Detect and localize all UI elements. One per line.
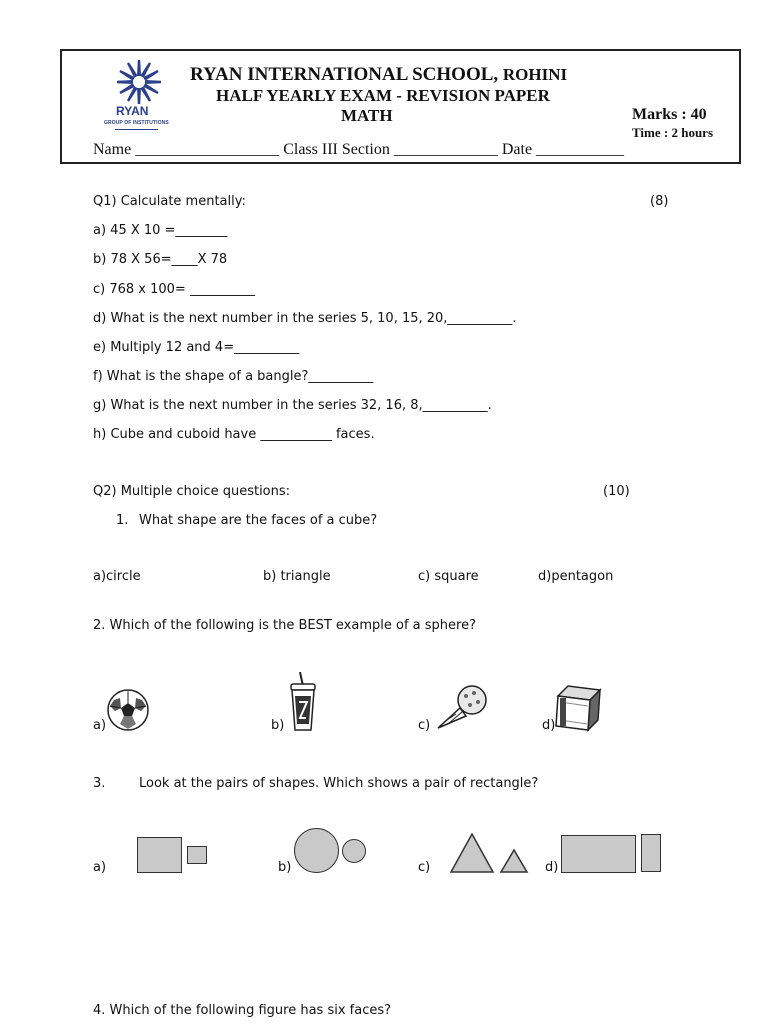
- logo-word: RYAN: [116, 104, 149, 118]
- mcq3-number: 3.: [93, 776, 106, 791]
- rectangle-tall-shape: [641, 834, 661, 872]
- q2-marks: (10): [603, 484, 630, 499]
- q1-item-c: c) 768 x 100= __________: [93, 282, 255, 297]
- school-location: ROHINI: [502, 65, 568, 84]
- mcq1-question: What shape are the faces of a cube?: [139, 513, 378, 528]
- logo-rule: [115, 129, 158, 130]
- soccer-ball-icon: [106, 688, 150, 732]
- soda-cup-icon: [286, 672, 320, 734]
- book-icon: [554, 684, 602, 732]
- mcq1-option-c: c) square: [418, 569, 479, 584]
- q1-item-g: g) What is the next number in the series 32, 16, 8,__________.: [93, 398, 492, 413]
- ice-cream-cone-icon: [434, 684, 492, 730]
- square-small-shape: [187, 846, 207, 864]
- q1-item-e: e) Multiply 12 and 4=__________: [93, 340, 300, 355]
- mcq3-option-b: b): [278, 860, 292, 875]
- q1-item-d: d) What is the next number in the series 5, 10, 15, 20,__________.: [93, 311, 517, 326]
- mcq2-option-b: b): [271, 718, 285, 733]
- mcq2-question: 2. Which of the following is the BEST example of a sphere?: [93, 618, 476, 633]
- mcq2-option-d: d): [542, 718, 556, 733]
- q1-marks: (8): [650, 194, 669, 209]
- q1-item-f: f) What is the shape of a bangle?__________: [93, 369, 374, 384]
- subject-title: MATH: [341, 106, 393, 125]
- q1-item-b: b) 78 X 56=____X 78: [93, 252, 228, 267]
- student-details-line: Name __________________ Class III Section _____________ Date ___________: [93, 141, 625, 158]
- mcq4-question: 4. Which of the following figure has six faces?: [93, 1003, 392, 1018]
- mcq3-question: Look at the pairs of shapes. Which shows a pair of rectangle?: [139, 776, 539, 791]
- school-name: [190, 64, 567, 86]
- mcq1-option-b: b) triangle: [263, 569, 331, 584]
- mcq3-option-d: d): [545, 860, 559, 875]
- q1-item-a: a) 45 X 10 =________: [93, 223, 228, 238]
- logo-subtitle: GROUP OF INSTITUTIONS: [104, 120, 169, 126]
- exam-time: Time : 2 hours: [632, 125, 714, 140]
- rectangle-large-shape: [137, 837, 182, 873]
- exam-title: HALF YEARLY EXAM - REVISION PAPER: [216, 86, 550, 105]
- mcq1-number: 1.: [116, 513, 129, 528]
- mcq3-option-c: c): [418, 860, 431, 875]
- mcq2-option-c: c): [418, 718, 431, 733]
- school-name-text: RYAN INTERNATIONAL SCHOOL,: [190, 64, 499, 85]
- mcq3-option-a: a): [93, 860, 107, 875]
- q1-heading: Q1) Calculate mentally:: [93, 194, 246, 209]
- mcq2-option-a: a): [93, 718, 107, 733]
- rectangle-wide-shape: [561, 835, 636, 873]
- total-marks: Marks : 40: [632, 106, 707, 123]
- q2-heading: Q2) Multiple choice questions:: [93, 484, 291, 499]
- triangle-pair-shape: [450, 832, 530, 874]
- q1-item-h: h) Cube and cuboid have ___________ faces.: [93, 427, 375, 442]
- mcq1-option-d: d)pentagon: [538, 569, 614, 584]
- circle-large-shape: [294, 828, 339, 873]
- mcq1-option-a: a)circle: [93, 569, 141, 584]
- circle-small-shape: [342, 839, 366, 863]
